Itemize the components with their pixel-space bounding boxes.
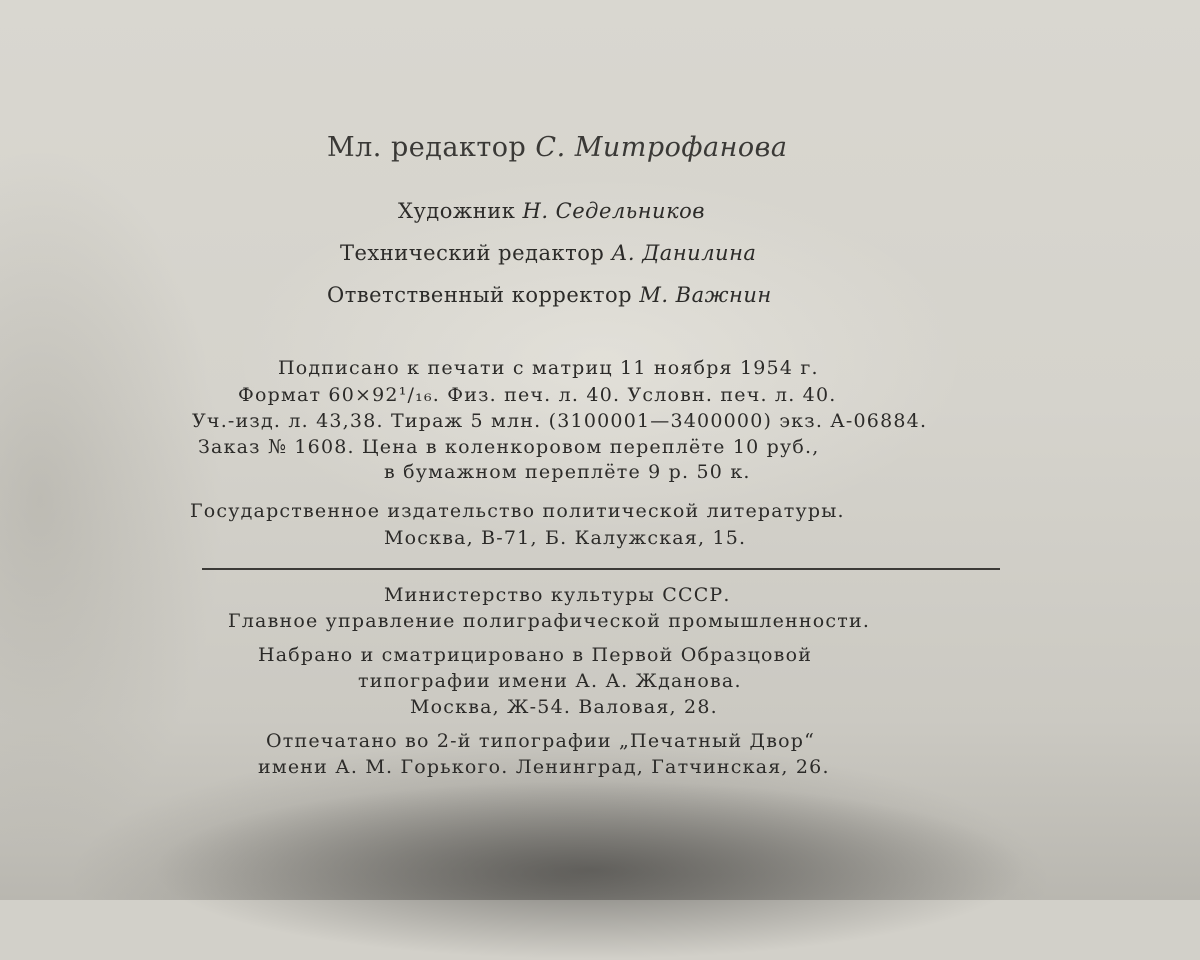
printing-typography: типографии имени А. А. Жданова. xyxy=(358,670,742,692)
printing-printed-address: имени А. М. Горького. Ленинград, Гатчинская, 26. xyxy=(258,756,830,778)
publisher-address: Москва, В-71, Б. Калужская, 15. xyxy=(384,527,747,549)
camera-shadow xyxy=(150,780,1030,960)
printing-printed: Отпечатано во 2-й типографии „Печатный Двор“ xyxy=(266,730,816,752)
artist-line xyxy=(398,199,705,223)
junior-editor-name: С. Митрофанова xyxy=(535,132,788,163)
imprint-order: Заказ № 1608. Цена в коленкоровом переплёте 10 руб., xyxy=(198,436,820,458)
imprint-order-cont: в бумажном переплёте 9 р. 50 к. xyxy=(384,461,751,483)
tech-editor-line xyxy=(340,241,756,265)
imprint-signed: Подписано к печати с матриц 11 ноября 1954 г. xyxy=(278,357,819,379)
printing-department: Главное управление полиграфической промышленности. xyxy=(228,610,871,632)
artist-role: Художник xyxy=(398,199,516,223)
tech-editor-name: А. Данилина xyxy=(611,241,757,265)
imprint-format: Формат 60×92¹/₁₆. Физ. печ. л. 40. Условн. печ. л. 40. xyxy=(238,384,837,406)
tech-editor-role: Технический редактор xyxy=(340,241,605,265)
divider-rule xyxy=(202,568,1000,570)
proofreader-line xyxy=(327,283,772,307)
printing-ministry: Министерство культуры СССР. xyxy=(384,584,731,606)
artist-name: Н. Седельников xyxy=(522,199,705,223)
printing-address: Москва, Ж-54. Валовая, 28. xyxy=(410,696,718,718)
proofreader-name: М. Важнин xyxy=(639,283,772,307)
imprint-volume: Уч.-изд. л. 43,38. Тираж 5 млн. (3100001—3400000) экз. А-06884. xyxy=(192,410,928,432)
proofreader-role: Ответственный корректор xyxy=(327,283,633,307)
publisher-name: Государственное издательство политической литературы. xyxy=(190,500,845,522)
printing-typeset: Набрано и сматрицировано в Первой Образцовой xyxy=(258,644,813,666)
junior-editor-role: Мл. редактор xyxy=(327,132,527,163)
junior-editor-line xyxy=(327,132,788,163)
